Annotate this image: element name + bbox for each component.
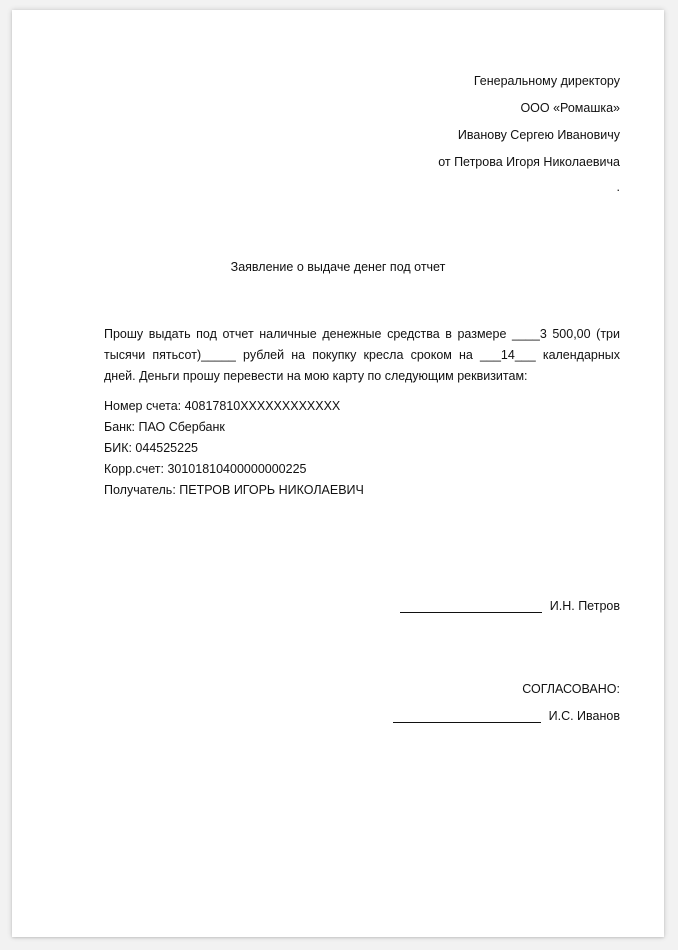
applicant-name: И.Н. Петров <box>549 599 620 613</box>
request-text-part2: рублей на покупку кресла сроком на <box>235 348 481 362</box>
blank-amount-post: _____ <box>201 348 236 362</box>
applicant-signature-line <box>400 598 542 613</box>
request-text-part3: календарных дней. Деньги прошу перевести на мою карту по следующим реквизитам: <box>104 348 620 383</box>
recipient: Получатель: ПЕТРОВ ИГОРЬ НИКОЛАЕВИЧ <box>104 483 364 497</box>
addressee-block <box>438 68 620 198</box>
bik: БИК: 044525225 <box>104 441 198 455</box>
approver-signature-row <box>393 708 620 723</box>
approver-name: И.С. Иванов <box>548 709 620 723</box>
sender-name: от Петрова Игоря Николаевича <box>438 155 620 169</box>
bank-name: Банк: ПАО Сбербанк <box>104 420 225 434</box>
approver-signature-line <box>393 708 541 723</box>
correspondent-account: Корр.счет: 30101810400000000225 <box>104 462 307 476</box>
amount-value: 3 500,00 (три тысячи пятьсот) <box>104 327 620 362</box>
addressee-dot: . <box>616 180 620 194</box>
days-value: 14 <box>500 348 515 362</box>
request-paragraph <box>104 324 620 387</box>
document-page <box>12 10 664 937</box>
addressee-company: ООО «Ромашка» <box>520 101 620 115</box>
request-text-part1: Прошу выдать под отчет наличные денежные средства в размере <box>104 327 512 341</box>
addressee-name: Иванову Сергею Ивановичу <box>457 128 620 142</box>
document-title: Заявление о выдаче денег под отчет <box>230 260 446 274</box>
blank-days-pre: ___ <box>480 348 501 362</box>
blank-days-post: ___ <box>514 348 536 362</box>
approval-label: СОГЛАСОВАНО: <box>522 682 620 696</box>
applicant-signature-row <box>400 598 620 613</box>
addressee-position: Генеральному директору <box>473 74 620 88</box>
blank-amount-pre: ____ <box>512 327 540 341</box>
bank-details <box>104 396 364 501</box>
account-number: Номер счета: 40817810XXXXXXXXXXXX <box>104 399 341 413</box>
